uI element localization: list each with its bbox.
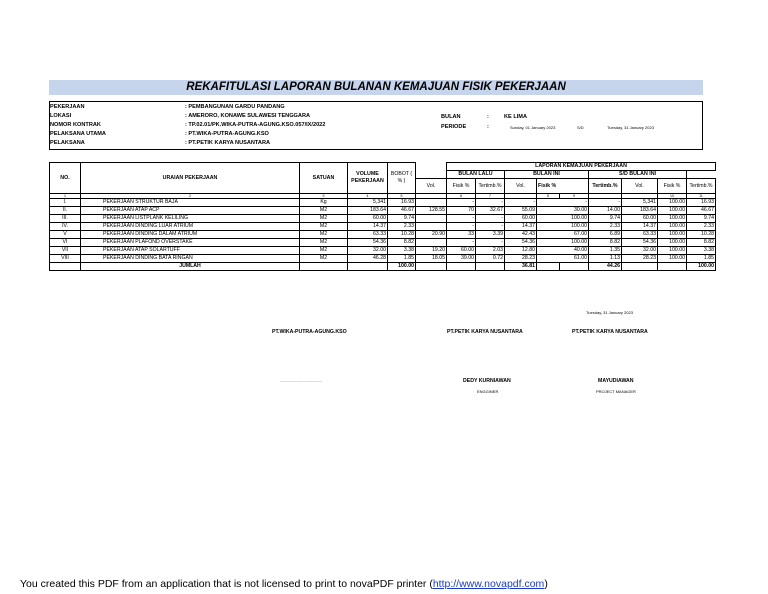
total-label: JUMLAH xyxy=(81,263,300,271)
cell-sd-vol: 63.33 xyxy=(622,231,658,239)
cell-uraian: PEKERJAAN DINDING DALAM ATRIUM xyxy=(81,231,300,239)
cell-bl-vol xyxy=(416,199,447,207)
cell-bi-tert: 6.89 xyxy=(589,231,622,239)
cell-bl-tert: - xyxy=(476,223,505,231)
cell-bl-fisik: 39.00 xyxy=(447,255,476,263)
cell-bl-fisik: - xyxy=(447,215,476,223)
cell-bobot: 8.82 xyxy=(388,239,416,247)
cell-sd-fisik: 100.00 xyxy=(658,215,687,223)
cell-sd-fisik: 100.00 xyxy=(658,231,687,239)
total-bi-tert: 44.26 xyxy=(589,263,622,271)
cell-satuan: M2 xyxy=(300,247,348,255)
cell-sd-fisik: 100.00 xyxy=(658,223,687,231)
cell-bl-vol: 20.90 xyxy=(416,231,447,239)
cell-bl-tert: 3.39 xyxy=(476,231,505,239)
cell-sd-vol: 32.00 xyxy=(622,247,658,255)
cell-sd-tert: 8.82 xyxy=(687,239,716,247)
cell-bl-fisik: 60.00 xyxy=(447,247,476,255)
cell-bi-fisik: 100.00 xyxy=(537,239,589,247)
cell-satuan: M2 xyxy=(300,255,348,263)
cell-no: II. xyxy=(50,207,81,215)
header-sd-vol: Vol. xyxy=(622,179,658,194)
total-empty xyxy=(416,263,447,271)
signature-name-3: MAYUDIAWAN xyxy=(598,378,634,384)
cell-sd-tert: 1.85 xyxy=(687,255,716,263)
cell-volume: 5,341 xyxy=(348,199,388,207)
header-sd-tert: Tertimb.% xyxy=(687,179,716,194)
cell-volume: 32.00 xyxy=(348,247,388,255)
periode-sd: S/D xyxy=(577,125,584,130)
cell-bl-tert: - xyxy=(476,239,505,247)
cell-volume: 60.00 xyxy=(348,215,388,223)
header-sd-fisik: Fisik % xyxy=(658,179,687,194)
cell-sd-tert: 46.67 xyxy=(687,207,716,215)
cell-bl-tert: - xyxy=(476,215,505,223)
index-cell: 2 xyxy=(81,194,300,199)
cell-bi-vol: 12.80 xyxy=(505,247,537,255)
info-value-kontrak: : TP.02.01/PK.WIKA-PUTRA-AGUNG.KSO.057/IX/2022 xyxy=(185,122,326,128)
info-label-pelaksana-utama: PELAKSANA UTAMA xyxy=(50,131,106,137)
total-empty xyxy=(447,263,476,271)
periode-to: Tuesday, 31 January 2023 xyxy=(607,125,654,130)
table-row xyxy=(50,247,716,255)
cell-uraian: PEKERJAAN PLAFOND OVERSTAKE xyxy=(81,239,300,247)
cell-bl-tert: 32.67 xyxy=(476,207,505,215)
project-info-box xyxy=(49,101,703,150)
total-empty xyxy=(300,263,348,271)
cell-volume: 183.64 xyxy=(348,207,388,215)
cell-bl-fisik: - xyxy=(447,199,476,207)
novapdf-link[interactable]: http://www.novapdf.com xyxy=(432,578,545,590)
info-label-pekerjaan: PEKERJAAN xyxy=(50,104,85,110)
license-footer xyxy=(20,578,548,590)
cell-bi-vol: 60.00 xyxy=(505,215,537,223)
index-cell: 10 xyxy=(658,194,687,199)
header-bl-tert: Tertimb.% xyxy=(476,179,505,194)
cell-bi-tert: - xyxy=(589,199,622,207)
cell-sd-tert: 10.28 xyxy=(687,231,716,239)
table-row xyxy=(50,239,716,247)
table-row xyxy=(50,199,716,207)
total-empty xyxy=(476,263,505,271)
cell-uraian: PEKERJAAN LISTPLANK KELILING xyxy=(81,215,300,223)
cell-uraian: PEKERJAAN ATAP ACP xyxy=(81,207,300,215)
signature-party-2: PT.PETIK KARYA NUSANTARA xyxy=(447,329,523,335)
cell-bl-vol: 128.55 xyxy=(416,207,447,215)
info-value-pekerjaan: : PEMBANGUNAN GARDU PANDANG xyxy=(185,104,285,110)
total-bobot: 100.00 xyxy=(388,263,416,271)
cell-sd-tert: 2.33 xyxy=(687,223,716,231)
cell-bi-vol: 14.37 xyxy=(505,223,537,231)
table-row xyxy=(50,223,716,231)
cell-bobot: 10.28 xyxy=(388,231,416,239)
table-row xyxy=(50,231,716,239)
cell-uraian: PEKERJAAN STRUKTUR BAJA xyxy=(81,199,300,207)
table-row xyxy=(50,207,716,215)
total-empty xyxy=(658,263,687,271)
cell-bi-fisik: 100.00 xyxy=(537,215,589,223)
cell-bi-vol: 54.36 xyxy=(505,239,537,247)
cell-volume: 46.28 xyxy=(348,255,388,263)
header-no: NO. xyxy=(50,163,81,194)
report-title: REKAFITULASI LAPORAN BULANAN KEMAJUAN FISIK PEKERJAAN xyxy=(49,80,703,95)
signature-date: Tuesday, 31 January 2023 xyxy=(586,310,633,315)
total-empty xyxy=(560,263,589,271)
index-cell: 1 xyxy=(50,194,81,199)
cell-bl-vol: 19.20 xyxy=(416,247,447,255)
cell-sd-tert: 9.74 xyxy=(687,215,716,223)
cell-bi-vol: 42.43 xyxy=(505,231,537,239)
header-bi-vol: Vol. xyxy=(505,179,537,194)
total-empty xyxy=(622,263,658,271)
progress-table xyxy=(49,162,716,271)
signature-party-3: PT.PETIK KARYA NUSANTARA xyxy=(572,329,648,335)
cell-bi-vol: - xyxy=(505,199,537,207)
index-cell: 3 xyxy=(300,194,348,199)
cell-bi-fisik: 61.00 xyxy=(537,255,589,263)
cell-bl-fisik: - xyxy=(447,239,476,247)
cell-sd-fisik: 100.00 xyxy=(658,239,687,247)
cell-bl-tert: - xyxy=(476,199,505,207)
cell-bobot: 2.33 xyxy=(388,223,416,231)
cell-sd-vol: 54.36 xyxy=(622,239,658,247)
header-bl-vol: Vol. xyxy=(416,179,447,194)
cell-bl-vol xyxy=(416,223,447,231)
index-cell: 6 xyxy=(447,194,476,199)
cell-no: III. xyxy=(50,215,81,223)
cell-sd-vol: 5,341 xyxy=(622,199,658,207)
info-label-pelaksana: PELAKSANA xyxy=(50,140,85,146)
bulan-colon: : xyxy=(487,114,489,120)
cell-bi-tert: 2.33 xyxy=(589,223,622,231)
cell-satuan: M2 xyxy=(300,215,348,223)
cell-no: I. xyxy=(50,199,81,207)
cell-sd-vol: 14.37 xyxy=(622,223,658,231)
total-empty xyxy=(50,263,81,271)
cell-bl-vol xyxy=(416,215,447,223)
cell-bobot: 3.38 xyxy=(388,247,416,255)
total-row xyxy=(50,263,716,271)
cell-satuan: Kg xyxy=(300,199,348,207)
cell-bi-vol: 55.09 xyxy=(505,207,537,215)
cell-no: IV. xyxy=(50,223,81,231)
cell-satuan: M2 xyxy=(300,239,348,247)
cell-bl-vol xyxy=(416,239,447,247)
index-cell: 9 xyxy=(560,194,589,199)
index-cell: 11 xyxy=(687,194,716,199)
signature-name-2: DEDY KURNIAWAN xyxy=(463,378,511,384)
cell-bobot: 1.85 xyxy=(388,255,416,263)
gap-cell xyxy=(416,171,447,179)
periode-label: PERIODE xyxy=(441,124,467,130)
cell-sd-vol: 28.23 xyxy=(622,255,658,263)
cell-bobot: 46.67 xyxy=(388,207,416,215)
cell-bi-tert: 1.35 xyxy=(589,247,622,255)
cell-bi-fisik: 67.00 xyxy=(537,231,589,239)
cell-sd-tert: 3.38 xyxy=(687,247,716,255)
header-uraian: URAIAN PEKERJAAN xyxy=(81,163,300,194)
cell-sd-fisik: 100.00 xyxy=(658,255,687,263)
signature-role-3: PROJECT MANAGER xyxy=(596,389,636,394)
header-sd-bulan-ini: S/D BULAN INI xyxy=(589,171,687,179)
index-cell: 5 xyxy=(388,194,416,199)
cell-satuan: M2 xyxy=(300,207,348,215)
cell-sd-vol: 60.00 xyxy=(622,215,658,223)
bulan-label: BULAN xyxy=(441,114,461,120)
cell-satuan: M2 xyxy=(300,223,348,231)
cell-no: VI xyxy=(50,239,81,247)
cell-sd-fisik: 100.00 xyxy=(658,247,687,255)
header-laporan: LAPORAN KEMAJUAN PEKERJAAN xyxy=(447,163,716,171)
index-cell: 4 xyxy=(348,194,388,199)
cell-bi-tert: 14.00 xyxy=(589,207,622,215)
header-bulan-lalu: BULAN LALU xyxy=(447,171,505,179)
table-row xyxy=(50,255,716,263)
cell-bi-tert: 9.74 xyxy=(589,215,622,223)
cell-bobot: 9.74 xyxy=(388,215,416,223)
cell-sd-vol: 183.64 xyxy=(622,207,658,215)
cell-bl-tert: 2.03 xyxy=(476,247,505,255)
bulan-value: KE LIMA xyxy=(504,114,527,120)
cell-volume: 63.33 xyxy=(348,231,388,239)
info-value-lokasi: : AMERORO, KONAWE SULAWESI TENGGARA xyxy=(185,113,311,119)
cell-bi-fisik: 30.00 xyxy=(537,207,589,215)
cell-bl-tert: 0.72 xyxy=(476,255,505,263)
cell-bi-tert: 1.13 xyxy=(589,255,622,263)
cell-bl-vol: 18.05 xyxy=(416,255,447,263)
cell-no: VII xyxy=(50,247,81,255)
total-empty xyxy=(537,263,560,271)
cell-no: VIII xyxy=(50,255,81,263)
cell-bi-vol: 28.23 xyxy=(505,255,537,263)
total-sd-tert: 100.00 xyxy=(687,263,716,271)
info-value-pelaksana: : PT.PETIK KARYA NUSANTARA xyxy=(185,140,271,146)
cell-volume: 14.37 xyxy=(348,223,388,231)
cell-sd-tert: 16.93 xyxy=(687,199,716,207)
header-bi-tert: Tertimb.% xyxy=(589,179,622,194)
cell-bi-fisik: 100.00 xyxy=(537,223,589,231)
cell-sd-fisik: 100.00 xyxy=(658,199,687,207)
index-cell: 7 xyxy=(476,194,505,199)
info-label-kontrak: NOMOR KONTRAK xyxy=(50,122,101,128)
cell-bi-fisik: - xyxy=(537,199,589,207)
cell-bi-tert: 8.82 xyxy=(589,239,622,247)
header-bobot: BOBOT ( % ) xyxy=(388,163,416,194)
header-bl-fisik: Fisik % xyxy=(447,179,476,194)
cell-uraian: PEKERJAAN ATAP SOLARTUFF xyxy=(81,247,300,255)
cell-bobot: 16.93 xyxy=(388,199,416,207)
signature-blank: ...................................... xyxy=(280,378,323,383)
cell-satuan: M2 xyxy=(300,231,348,239)
signature-role-2: ENGGINER xyxy=(477,389,499,394)
header-bi-fisik: Fisik % xyxy=(537,179,589,194)
footer-text-end: ) xyxy=(544,578,548,590)
cell-uraian: PEKERJAAN DINDING LUAR ATRIUM xyxy=(81,223,300,231)
periode-from: Sunday, 01 January 2023 xyxy=(510,125,556,130)
info-value-pelaksana-utama: : PT.WIKA-PUTRA-AGUNG.KSO xyxy=(185,131,269,137)
footer-text: You created this PDF from an application that is not licensed to print to novaPDF printer ( xyxy=(20,578,433,590)
signature-party-1: PT.WIKA-PUTRA-AGUNG.KSO xyxy=(272,329,347,335)
gap-cell xyxy=(416,163,447,171)
cell-sd-fisik: 100.00 xyxy=(658,207,687,215)
cell-bl-fisik: 70 xyxy=(447,207,476,215)
table-row xyxy=(50,215,716,223)
total-empty xyxy=(348,263,388,271)
header-satuan: SATUAN xyxy=(300,163,348,194)
index-cell: 8 xyxy=(537,194,560,199)
cell-bl-fisik: 33 xyxy=(447,231,476,239)
cell-bl-fisik: - xyxy=(447,223,476,231)
cell-bi-fisik: 40.00 xyxy=(537,247,589,255)
cell-uraian: PEKERJAAN DINDING BATA RINGAN xyxy=(81,255,300,263)
info-label-lokasi: LOKASI xyxy=(50,113,72,119)
header-volume: VOLUME PEKERJAAN xyxy=(348,163,388,194)
header-bulan-ini: BULAN INI xyxy=(505,171,589,179)
total-bl-tert: 36.81 xyxy=(505,263,537,271)
periode-colon: : xyxy=(487,124,489,130)
cell-no: V xyxy=(50,231,81,239)
cell-volume: 54.36 xyxy=(348,239,388,247)
